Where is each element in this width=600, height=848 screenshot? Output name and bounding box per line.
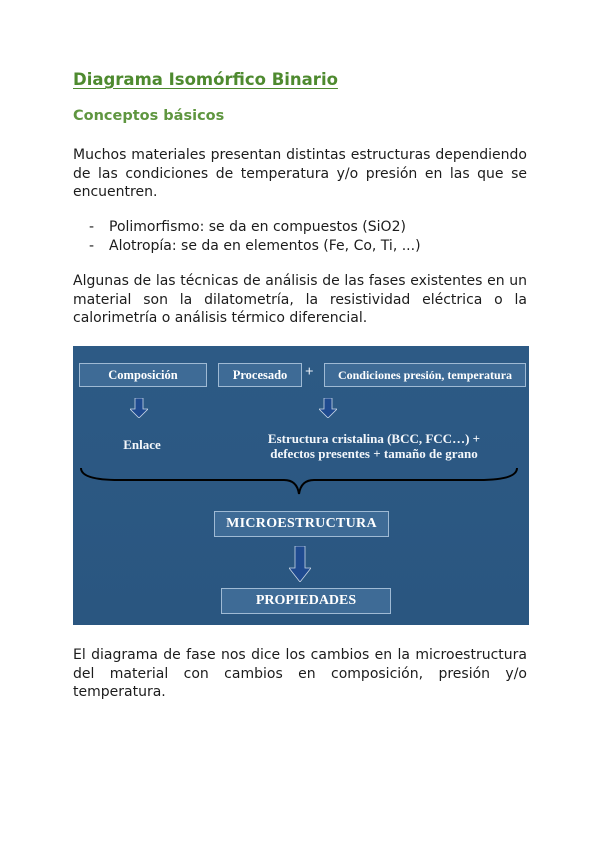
paragraph-techniques: Algunas de las técnicas de análisis de las fases existentes en un material son la dilatometría, la resistividad eléctrica o la calorimetría o análisis térmico diferencial. [73, 273, 527, 326]
list-item-text: Polimorfismo: se da en compuestos (SiO2) [109, 219, 406, 235]
bullet-dash: - [89, 219, 95, 235]
box-microestructura [214, 511, 389, 537]
box-microestructura-label: MICROESTRUCTURA [226, 516, 377, 531]
box-condiciones [324, 363, 526, 387]
estructura-line-1: Estructura cristalina (BCC, FCC…) + [267, 431, 481, 446]
list-item [89, 237, 421, 256]
paragraph-conclusion: El diagrama de fase nos dice los cambios en la microestructura del material con cambios en composición, presión y/o temperatura. [73, 647, 527, 700]
down-arrow-icon [130, 398, 148, 418]
plus-sign: + [305, 364, 314, 380]
estructura-line-2: defectos presentes + tamaño de grano [270, 446, 478, 461]
box-composicion-label: Composición [108, 367, 178, 382]
paragraph-intro: Muchos materiales presentan distintas estructuras dependiendo de las condiciones de temperatura y/o presión en las que se encuentren. [73, 147, 527, 200]
estructura-text [245, 431, 503, 461]
microstructure-diagram [73, 346, 529, 625]
box-procesado [218, 363, 302, 387]
box-composicion [79, 363, 207, 387]
curly-brace-icon [79, 466, 519, 498]
bullet-list [89, 218, 421, 255]
box-propiedades [221, 588, 391, 614]
page-title: Diagrama Isomórfico Binario [73, 70, 338, 89]
box-condiciones-label: Condiciones presión, temperatura [337, 367, 513, 382]
enlace-label: Enlace [123, 437, 161, 452]
down-arrow-icon [289, 546, 311, 582]
down-arrow-icon [319, 398, 337, 418]
list-item [89, 218, 421, 237]
box-procesado-label: Procesado [232, 367, 288, 382]
bullet-dash: - [89, 237, 95, 254]
list-item-text: Alotropía: se da en elementos (Fe, Co, Ti, ...) [109, 237, 421, 254]
box-propiedades-label: PROPIEDADES [255, 593, 357, 608]
section-subtitle: Conceptos básicos [73, 108, 225, 124]
